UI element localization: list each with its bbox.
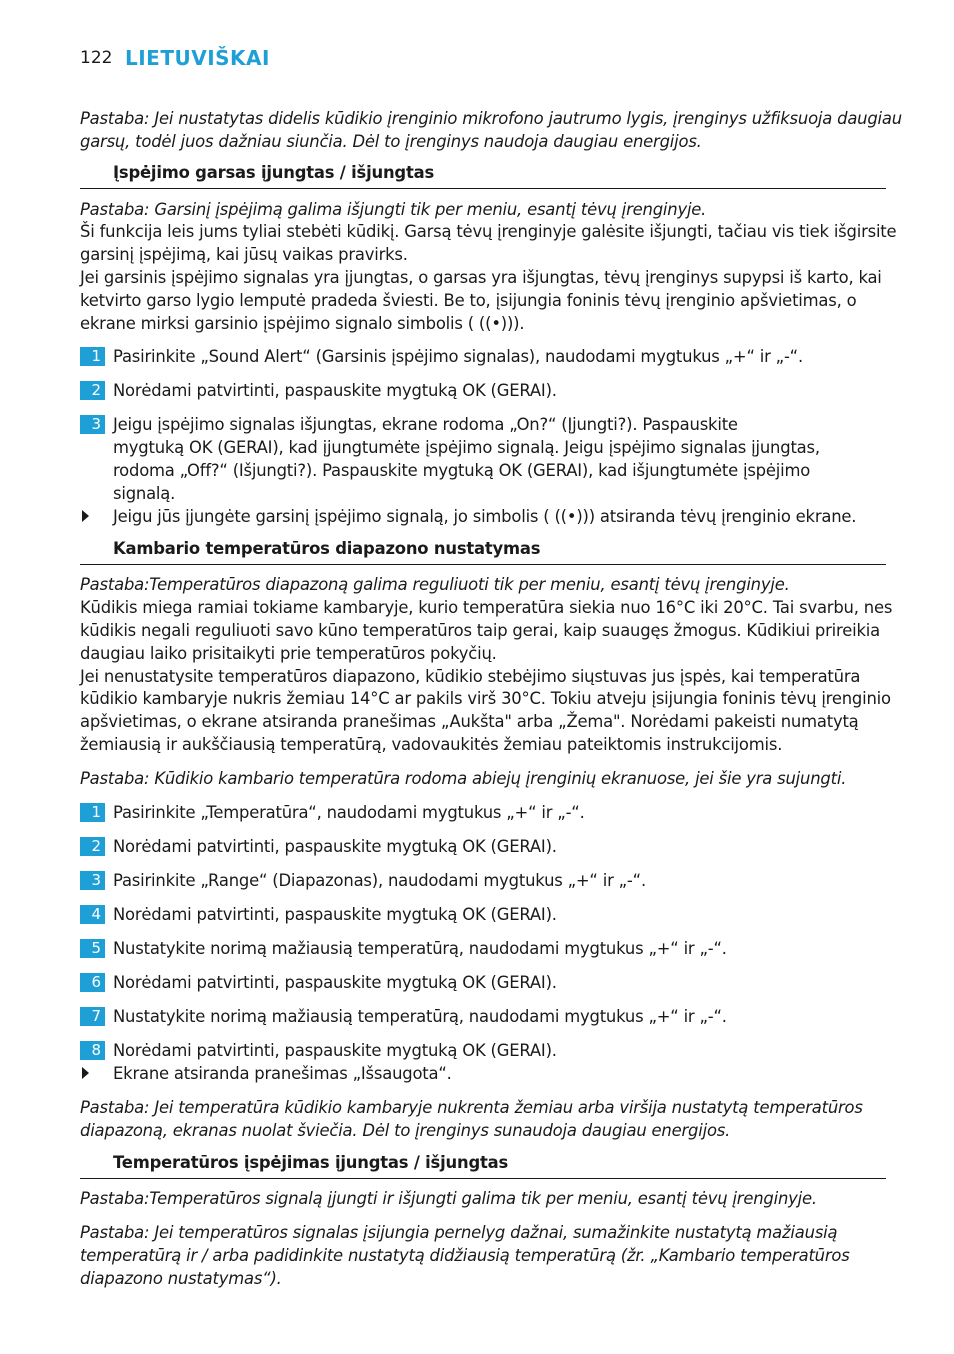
result-text: Ekrane atsiranda pranešimas „Išsaugota“.	[113, 1064, 452, 1083]
step-number-badge: 8	[80, 1041, 105, 1060]
intro-note-line-2: garsų, todėl juos dažniau siunčia. Dėl to įrenginys naudoja daugiau energijos.	[80, 132, 702, 151]
result-arrow-icon	[82, 1067, 89, 1079]
section2-note-2: Pastaba: Kūdikio kambario temperatūra rodoma abiejų įrenginių ekranuose, jei šie yra sujungti.	[80, 769, 847, 788]
section-heading-sound-alert: Įspėjimo garsas įjungtas / išjungtas	[113, 163, 435, 182]
step-number-badge: 5	[80, 939, 105, 958]
step-number-badge: 2	[80, 381, 105, 400]
section2-body-line: daugiau laiko prisitaikyti prie temperatūros pokyčių.	[80, 644, 497, 663]
section3-note-2-line: diapazono nustatymas“).	[80, 1269, 282, 1288]
section2-note-3-line: diapazoną, ekranas nuolat šviečia. Dėl to įrenginys sunaudoja daugiau energijos.	[80, 1121, 731, 1140]
section1-body-line: ekrane mirksi garsinio įspėjimo signalo simbolis ( ((•))).	[80, 314, 525, 333]
step-text: Pasirinkite „Range“ (Diapazonas), naudodami mygtukus „+“ ir „-“.	[113, 871, 646, 890]
page-number: 122	[80, 48, 113, 68]
step-number-badge: 6	[80, 973, 105, 992]
step-number-badge: 1	[80, 803, 105, 822]
section-divider	[80, 1178, 886, 1179]
step-number-badge: 4	[80, 905, 105, 924]
section3-note-2-line: Pastaba: Jei temperatūros signalas įsijungia pernelyg dažnai, sumažinkite nustatytą mažiausią	[80, 1223, 838, 1242]
section-heading-temperature-alert: Temperatūros įspėjimas įjungtas / išjungtas	[113, 1153, 509, 1172]
step-text: Nustatykite norimą mažiausią temperatūrą, naudodami mygtukus „+“ ir „-“.	[113, 939, 727, 958]
step-number-badge: 3	[80, 871, 105, 890]
section1-note: Pastaba: Garsinį įspėjimą galima išjungti tik per meniu, esantį tėvų įrenginyje.	[80, 200, 707, 219]
result-text: Jeigu jūs įjungėte garsinį įspėjimo signalą, jo simbolis ( ((•))) atsiranda tėvų įrenginio ekrane.	[113, 507, 857, 526]
step-text: signalą.	[113, 484, 176, 503]
language-title: LIETUVIŠKAI	[125, 46, 270, 70]
step-text: Pasirinkite „Temperatūra“, naudodami mygtukus „+“ ir „-“.	[113, 803, 585, 822]
section-divider	[80, 188, 886, 189]
section2-body-line: kūdikio kambaryje nukris žemiau 14°C ar pakils virš 30°C. Tokiu atveju įsijungia foninis tėvų įrenginio	[80, 689, 891, 708]
step-text: rodoma „Off?“ (Išjungti?). Paspauskite mygtuką OK (GERAI), kad išjungtumėte įspėjimo	[113, 461, 811, 480]
section2-body-line: apšvietimas, o ekrane atsiranda pranešimas „Aukšta" arba „Žema". Norėdami pakeisti numatytą	[80, 712, 859, 731]
step-text: Norėdami patvirtinti, paspauskite mygtuką OK (GERAI).	[113, 1041, 557, 1060]
section1-body-line: Ši funkcija leis jums tyliai stebėti kūdikį. Garsą tėvų įrenginyje galėsite išjungti, tačiau vis tiek išgirsite	[80, 222, 897, 241]
intro-note-line-1: Pastaba: Jei nustatytas didelis kūdikio įrenginio mikrofono jautrumo lygis, įrenginys užfiksuoja daugiau	[80, 109, 902, 128]
section2-body-line: Jei nenustatysite temperatūros diapazono, kūdikio stebėjimo siųstuvas jus įspės, kai temperatūra	[80, 667, 861, 686]
step-text: Norėdami patvirtinti, paspauskite mygtuką OK (GERAI).	[113, 973, 557, 992]
step-number-badge: 1	[80, 347, 105, 366]
section2-body-line: kūdikis negali reguliuoti savo kūno temperatūros taip gerai, kaip suaugęs žmogus. Kūdikiui prireikia	[80, 621, 880, 640]
section1-body-line: Jei garsinis įspėjimo signalas yra įjungtas, o garsas yra išjungtas, tėvų įrenginys supypsi iš karto, kai	[80, 268, 882, 287]
step-number-badge: 3	[80, 415, 105, 434]
step-number-badge: 7	[80, 1007, 105, 1026]
section-divider	[80, 564, 886, 565]
section3-note-2-line: temperatūrą ir / arba padidinkite nustatytą didžiausią temperatūrą (žr. „Kambario temperatūros	[80, 1246, 850, 1265]
step-text: Jeigu įspėjimo signalas išjungtas, ekrane rodoma „On?“ (Įjungti?). Paspauskite	[113, 415, 738, 434]
step-text: Pasirinkite „Sound Alert“ (Garsinis įspėjimo signalas), naudodami mygtukus „+“ ir „-“.	[113, 347, 803, 366]
result-arrow-icon	[82, 510, 89, 522]
section2-note: Pastaba:Temperatūros diapazoną galima reguliuoti tik per meniu, esantį tėvų įrenginyje.	[80, 575, 790, 594]
section3-note: Pastaba:Temperatūros signalą įjungti ir išjungti galima tik per meniu, esantį tėvų įrenginyje.	[80, 1189, 817, 1208]
section1-body-line: ketvirto garso lygio lemputė pradeda šviesti. Be to, įsijungia foninis tėvų įrenginio apšvietimas, o	[80, 291, 857, 310]
step-text: mygtuką OK (GERAI), kad įjungtumėte įspėjimo signalą. Jeigu įspėjimo signalas įjungtas,	[113, 438, 820, 457]
step-text: Norėdami patvirtinti, paspauskite mygtuką OK (GERAI).	[113, 905, 557, 924]
section2-body-line: Kūdikis miega ramiai tokiame kambaryje, kurio temperatūra siekia nuo 16°C iki 20°C. Tai svarbu, nes	[80, 598, 893, 617]
section2-note-3-line: Pastaba: Jei temperatūra kūdikio kambaryje nukrenta žemiau arba viršija nustatytą temperatūros	[80, 1098, 863, 1117]
step-text: Norėdami patvirtinti, paspauskite mygtuką OK (GERAI).	[113, 381, 557, 400]
step-text: Nustatykite norimą mažiausią temperatūrą, naudodami mygtukus „+“ ir „-“.	[113, 1007, 727, 1026]
section1-body-line: garsinį įspėjimą, kai jūsų vaikas pravirks.	[80, 245, 408, 264]
step-number-badge: 2	[80, 837, 105, 856]
section-heading-temperature-range: Kambario temperatūros diapazono nustatymas	[113, 539, 541, 558]
section2-body-line: žemiausią ir aukščiausią temperatūrą, vadovaukitės žemiau pateiktomis instrukcijomis.	[80, 735, 783, 754]
step-text: Norėdami patvirtinti, paspauskite mygtuką OK (GERAI).	[113, 837, 557, 856]
